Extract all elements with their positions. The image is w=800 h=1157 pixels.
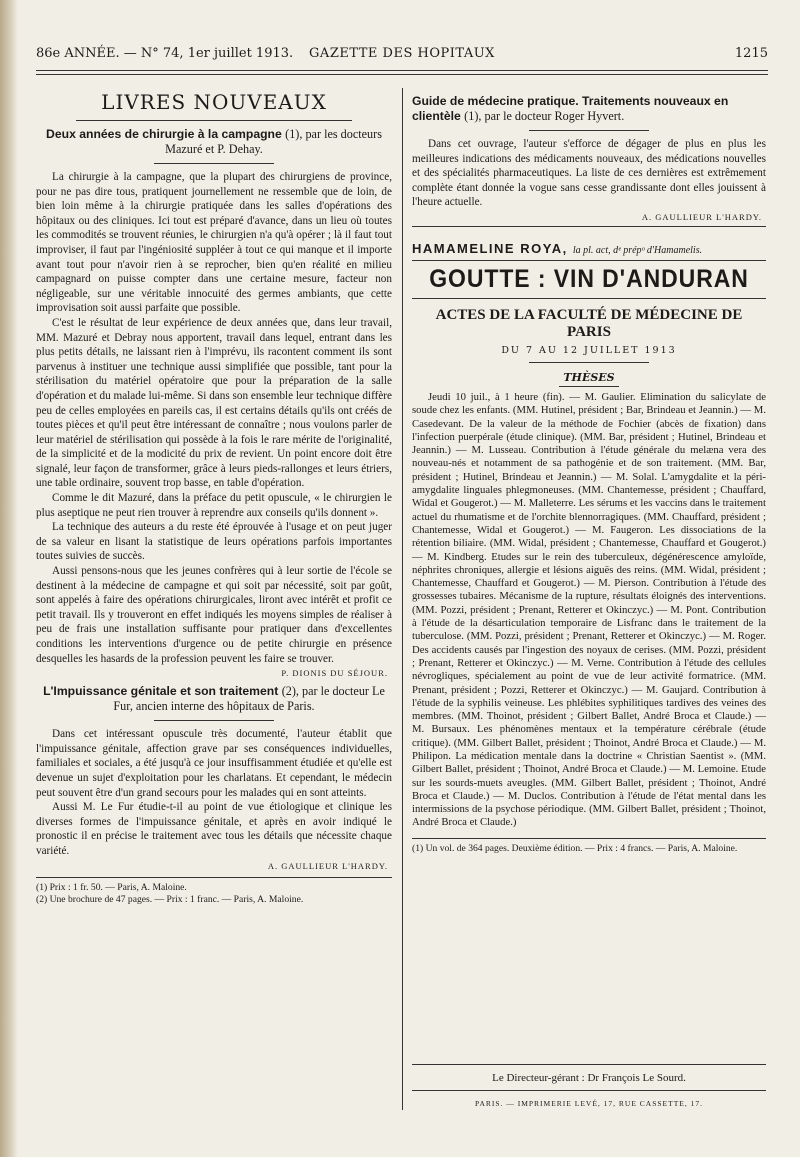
- right-column: [412, 88, 766, 855]
- ad-rule: [412, 260, 766, 261]
- column-divider: [402, 88, 403, 1110]
- page-binding-edge: [0, 0, 18, 1157]
- footer-rule: [412, 1064, 766, 1065]
- article3-signature: A. GAULLIEUR L'HARDY.: [641, 211, 762, 222]
- footnote-rule: [36, 877, 392, 878]
- article2-signature: A. GAULLIEUR L'HARDY.: [267, 860, 388, 871]
- ad-tagline: la pl. act, dᵉ prépᵒ d'Hamamelis.: [572, 244, 703, 256]
- title-rule: [76, 120, 352, 121]
- left-column: [36, 88, 392, 907]
- theses-rule: [559, 386, 619, 387]
- article3-rule: [529, 130, 649, 131]
- article2-paragraph: Dans cet intéressant opuscule très documenté, l'auteur établit que l'impuissance génitale, affection grave par ses conséquences individuelles, familiales et sociales, a été jusqu'à ce jour insuffisamment étudiée et qu'elle est devenue un sujet d'exploitation pour les charlatans. Et cependant, le médecin peut souvent être d'un grand secours pour les malades qui en sont atteints.: [36, 728, 392, 799]
- footer-rule: [412, 1090, 766, 1091]
- article1-paragraph: La technique des auteurs a du reste été éprouvée à l'usage et on peut juger de sa valeur en lisant la statistique de leurs opérations parfois importantes toutes suivies de succès.: [36, 521, 392, 563]
- footnote-rule: [412, 838, 766, 839]
- ad-rule: [412, 298, 766, 299]
- faculty-dates: DU 7 AU 12 JUILLET 1913: [501, 344, 677, 356]
- journal-title: GAZETTE DES HOPITAUX: [309, 46, 495, 61]
- header-rule: [36, 70, 768, 71]
- article2-title: L'Impuissance génitale et son traitement: [43, 684, 279, 699]
- header-rule-double: [36, 74, 768, 75]
- article1-rule: [154, 163, 274, 164]
- article2-heading: [36, 684, 392, 714]
- page-number: 1215: [734, 46, 768, 61]
- article3-heading: [412, 94, 766, 124]
- footnote: (1) Prix : 1 fr. 50. — Paris, A. Maloine.: [36, 881, 187, 893]
- faculty-rule: [529, 362, 649, 363]
- hamameline-advertisement: [412, 241, 766, 256]
- article1-heading: [36, 127, 392, 157]
- issue-info: 86e ANNÉE. — N° 74, 1er juillet 1913.: [36, 46, 294, 61]
- article2-authors: (2), par le docteur Le Fur, ancien interne des hôpitaux de Paris.: [113, 684, 385, 714]
- article2-paragraph: Aussi M. Le Fur étudie-t-il au point de vue étiologique et clinique les diverses formes de l'impuissance génitale, et après en avoir indiqué le pronostic il en précise le traitement avec tous les détails que nécessite chaque variété.: [36, 801, 392, 857]
- article1-title: Deux années de chirurgie à la campagne: [46, 127, 282, 141]
- director-credit: Le Directeur-gérant : Dr François Le Sourd.: [492, 1072, 686, 1084]
- page-header: [36, 46, 768, 66]
- article1-paragraph: C'est le résultat de leur expérience de deux années que, dans leur travail, MM. Mazuré et Debray nous apportent, travail dans lequel, entrant dans les plus petits détails, ne laissant rien à l'imprévu, ils racontent comment ils sont parvenus à instituer une technique aussi simplifiée que possible, tant pour la stérilisation du matériel opératoire que pour la préparation de la salle d'opération et du malade lui-même. Si dans son ensemble leur technique diffère peu de celles employées en pareils cas, il est certains détails qu'ils ont créés de toutes pièces et qu'il peut être intéressant de connaître ; nous voulons parler de leur matériel de stérilisation qui possède à la fois le rare mérite de l'originalité, de la simplicité et de la modicité du prix de revient. Un point encore doit être signalé, leur façon de transformer, grâce à leurs pieds-rallonges et leurs étriers, une table ordinaire, souvent trop basse, en table d'opération.: [36, 316, 392, 490]
- printer-credit: PARIS. — IMPRIMERIE LEVÉ, 17, RUE CASSETTE, 17.: [475, 1099, 703, 1108]
- ad-brand: HAMAMELINE ROYA,: [412, 240, 568, 256]
- ad-rule: [412, 226, 766, 227]
- article3-paragraph: Dans cet ouvrage, l'auteur s'efforce de dégager de plus en plus les meilleures indications des médicaments nouveaux, des médications nouvelles et des spécialités pharmaceutiques. La liste de ces dernières est extrêmement complète étant donnée la vogue sans cesse grandissante dont elles jouissent à l'heure actuelle.: [412, 138, 766, 209]
- article1-paragraph: Comme le dit Mazuré, dans la préface du petit opuscule, « le chirurgien le plus aseptique ne peut rien trouver à reprendre aux conseils qu'ils donnent ».: [36, 492, 392, 519]
- article1-authors: (1), par les docteurs Mazuré et P. Dehay.: [165, 127, 382, 156]
- article3-title: Guide de médecine pratique. Traitements nouveaux en clientèle: [412, 94, 729, 123]
- section-title: LIVRES NOUVEAUX: [101, 90, 327, 114]
- footnote: (1) Un vol. de 364 pages. Deuxième édition. — Prix : 4 francs. — Paris, A. Maloine.: [412, 842, 738, 854]
- footnote: (2) Une brochure de 47 pages. — Prix : 1 franc. — Paris, A. Maloine.: [36, 894, 304, 906]
- article1-signature: P. DIONIS DU SÉJOUR.: [281, 668, 388, 679]
- faculty-title: ACTES DE LA FACULTÉ DE MÉDECINE DE PARIS: [435, 306, 743, 340]
- article2-rule: [154, 720, 274, 721]
- article1-paragraph: La chirurgie à la campagne, que la plupart des chirurgiens de province, pour ne pas dire tous, pratiquent journellement ne ressemble que de loin, de bien loin même à la chirurgie pratiquée dans les salles d'opérations des hôpitaux ou des cliniques. Ici tout est préparé d'avance, dans un lieu où toutes les commodités se trouvent réunies, le chirurgien n'a qu'à opérer ; là il faut tout improviser, il faut par l'ingéniosité suppléer à tout ce qui manque et il importe avant tout pour n'avoir rien à se reprocher, bien qu'en réalité en milieu campagnard on puisse compter dans une certaine mesure, facteur non négligeable, sur une véritable innocuité des germes ambiants, que cette improvisation soit aussi parfaite que possible.: [36, 171, 392, 315]
- theses-list: Jeudi 10 juil., à 1 heure (fin). — M. Gaulier. Elimination du salicylate de soude chez les enfants. (MM. Hutinel, président ; Bar, Brindeau et Jeannin.) — M. Casedevant. De la valeur de la méthode de Fochier (abcès de fixation) dans l'infection puerpérale (étude clinique). (MM. Bar, président ; Hutinel, Brindeau et Jeannin.) — M. Lusseau. Contribution à l'étude générale du melæna vera des nouveau-nés et notamment de sa pathogénie et de son traitement. (MM. Bar, président ; Hutinel, Brindeau et Jeannin.) — M. Solal. L'amygdalite et la péri-amygdalite linguales phlegmoneuses. (MM. Chantemesse, président ; Chauffard, Widal et Gougerot.) — M. Malleterre. Les sérums et les vaccins dans le traitement actuel du rhumatisme et de l'orchite blennorragiques. (MM. Chauffard, président ; Chantemesse, Widal et Gougerot.) — M. Faugeron. Les dissociations de la rétention biliaire. (MM. Widal, président ; Chantemesse, Chauffard et Gougerot.) — M. Kindberg. Etudes sur le rein des tuberculeux, dégénérescence amyloïde, néphrites chroniques, allergie et lésions aiguës des reins. (MM. Widal, président ; Chantemesse, Chauffard et Gougerot.) — M. Pierson. Contribution à l'étude des grossesses tubaires. Mécanisme de la rupture, résultats éloignés des interventions. (MM. Pozzi, président ; Prenant, Retterer et Okinczyc.) — M. Pont. Contribution à l'étude de la désarticulation temporaire de Lisfranc dans le traitement de la tuberculose. (MM. Pozzi, président ; Prenant, Retterer et Okinczyc.) — M. Roger. Des accidents causés par l'ingestion des noyaux de cerises. (MM. Pozzi, président ; Prenant, Retterer et Okinczyc.) — M. Verne. Contribution à l'étude des cellules névrogliques, spécialement au point de vue de leur activité formatrice. (MM. Prenant, président ; Pozzi, Retterer et Okinczyc.) — M. Gaujard. Contribution à l'étude de la syphilis veineuse. Les phlébites syphilitiques tardives des veines des membres. (MM. Thoinot, président ; Gilbert Ballet, André Broca et Claude.) — M. Bursaux. Les phénomènes mentaux et la température cérébrale (étude critique). (MM. Gilbert Ballet, président ; Thoinot, André Broca et Claude.) — M. Philipon. La médication mentale dans la doctrine « Christian Saentist ». (MM. Gilbert Ballet, président ; Thoinot, André Broca et Claude.) — M. Lemoine. Etude sur les sourds-muets aveugles. (MM. Gilbert Ballet, président ; Thoinot, André Broca et Claude.) — M. Duclos. Contribution à l'étude de l'état mental dans les intermissions de la psychose périodique. (MM. Gilbert Ballet, président ; Thoinot, André Broca et Claude.): [412, 390, 766, 829]
- goutte-advertisement: GOUTTE : VIN D'ANDURAN: [429, 264, 749, 293]
- article3-authors: (1), par le docteur Roger Hyvert.: [464, 109, 625, 123]
- article1-paragraph: Aussi pensons-nous que les jeunes confrères qui à leur sortie de l'école se destinent à la médecine de campagne et qui soit par nécessité, soit par goût, sont appelés à faire des opérations chirurgicales, liront avec intérêt et profit ce petit travail. Ils y trouveront en effet indiqués les moyens simples de réaliser à peu de frais une installation suffisante pour pratiquer dans d'excellentes conditions les interventions d'urgence ou de petite chirurgie en présence desquelles les hasards de la profession peuvent les faire se trouver.: [36, 565, 392, 665]
- theses-heading: THÈSES: [563, 370, 615, 384]
